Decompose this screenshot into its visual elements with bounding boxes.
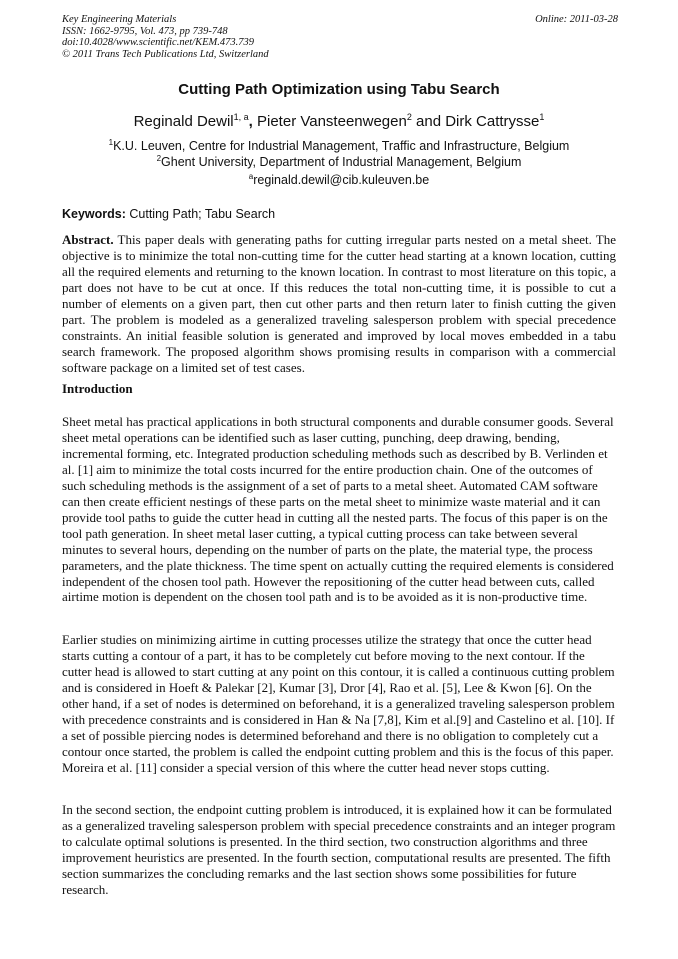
online-date: Online: 2011-03-28	[535, 14, 618, 25]
affiliation-2	[0, 155, 678, 169]
copyright-line: © 2011 Trans Tech Publications Ltd, Switzerland	[62, 48, 269, 60]
author-name: Reginald Dewil	[133, 113, 234, 130]
author-list	[0, 113, 678, 130]
author-superscript: 1, a	[233, 112, 249, 122]
author-superscript: 1	[539, 112, 545, 122]
issn-line: ISSN: 1662-9795, Vol. 473, pp 739-748	[62, 25, 228, 37]
abstract	[62, 232, 616, 376]
section-heading-introduction: Introduction	[62, 381, 133, 396]
paper-title: Cutting Path Optimization using Tabu Search	[178, 81, 500, 98]
author-superscript: 2	[406, 112, 412, 122]
intro-paragraph-3: In the second section, the endpoint cutting problem is introduced, it is explained how it can be formulated as a generalized traveling salesperson problem with special precedence constraints and an integer program to calculate optimal solutions is presented. In the third section, two construction algorithms and three improvement heuristics are presented. In the fourth section, computational results are presented. The fifth section summarizes the concluding remarks and the last section shows some possibilities for future research.	[62, 802, 616, 897]
author-name: Pieter Vansteenwegen	[257, 113, 407, 130]
keywords-text: Cutting Path; Tabu Search	[125, 207, 276, 221]
keywords	[62, 207, 275, 221]
keywords-label: Keywords:	[62, 207, 126, 221]
intro-paragraph-2: Earlier studies on minimizing airtime in cutting processes utilize the strategy that once the cutter head starts cutting a contour of a part, it has to be completely cut before moving to the next contour. If the cutter head is allowed to start cutting at any point on this contour, it is called a continuous cutting problem and is considered in Hoeft & Palekar [2], Kumar [3], Dror [4], Rao et al. [5], Lee & Kwon [6]. On the other hand, if a set of nodes is determined on beforehand, it is a generalized traveling salesperson problem with precedence constraints and is considered in Han & Na [7,8], Kim et al.[9] and Castelino et al. [10]. If a set of possible piercing nodes is determined beforehand and there is no obligation to completely cut a contour once started, the problem is called the endpoint cutting problem and this is the focus of this paper. Moreira et al. [11] consider a special version of this where the cutter head never stops cutting.	[62, 632, 615, 775]
author-separator: and	[411, 113, 446, 130]
affiliation-mark: a	[248, 172, 254, 181]
abstract-text: This paper deals with generating paths for cutting irregular parts nested on a metal sheet. The objective is to minimize the total non-cutting time for the cutter head starting at a known location, cutting all the required elements and returning to the known location. In contrast to most literature on this topic, a part does not have to be cut at once. If this reduces the total non-cutting time, it is possible to cut a number of elements on a given part, then cut other parts and then return later to finish cutting the given part. The problem is modeled as a generalized traveling salesperson problem with special precedence constraints. An initial feasible solution is generated and improved by local moves embedded in a tabu search framework. The proposed algorithm shows promising results in comparison with a commercial software package on a limited set of test cases.	[62, 232, 616, 375]
journal-header	[62, 14, 618, 60]
email-link[interactable]: reginald.dewil@cib.kuleuven.be	[253, 173, 430, 187]
affiliation-1	[0, 139, 678, 153]
doi-line[interactable]: doi:10.4028/www.scientific.net/KEM.473.739	[62, 37, 254, 48]
author-name: Dirk Cattrysse	[445, 113, 540, 130]
affiliation-text: K.U. Leuven, Centre for Industrial Management, Traffic and Infrastructure, Belgium	[113, 139, 570, 153]
affiliation-mark: 1	[108, 138, 114, 147]
affiliation-text: Ghent University, Department of Industrial Management, Belgium	[161, 155, 522, 169]
intro-paragraph-1: Sheet metal has practical applications in both structural components and durable consumer goods. Several sheet metal operations can be identified such as laser cutting, punching, deep drawing, bending, incremental forming, etc. Integrated production scheduling methods such as described by B. Verlinden et al. [1] aim to minimize the total costs incurred for the entire production chain. One of the outcomes of such scheduling methods is the assignment of a set of parts to a metal sheet. Automated CAM software can then create efficient nestings of these parts on the metal sheet to minimize waste material and it can provide tool paths to guide the cutter head in cutting all the nested parts. The focus of this paper is on the tool path generation. In sheet metal laser cutting, a typical cutting process can take between several minutes to several hours, depending on the number of parts on the plate, the material type, the process parameters, and the plate thickness. The time spent on actually cutting the required elements is considered independent of the chosen tool path. However the repositioning of the cutter head between cuts, called airtime motion is dependent on the chosen tool path and is to be avoided as it is non-productive time.	[62, 414, 614, 605]
author-separator: ,	[248, 113, 257, 130]
abstract-label: Abstract.	[62, 232, 114, 247]
author-email	[0, 173, 678, 187]
affiliation-mark: 2	[156, 154, 162, 163]
journal-name: Key Engineering Materials	[62, 14, 177, 25]
